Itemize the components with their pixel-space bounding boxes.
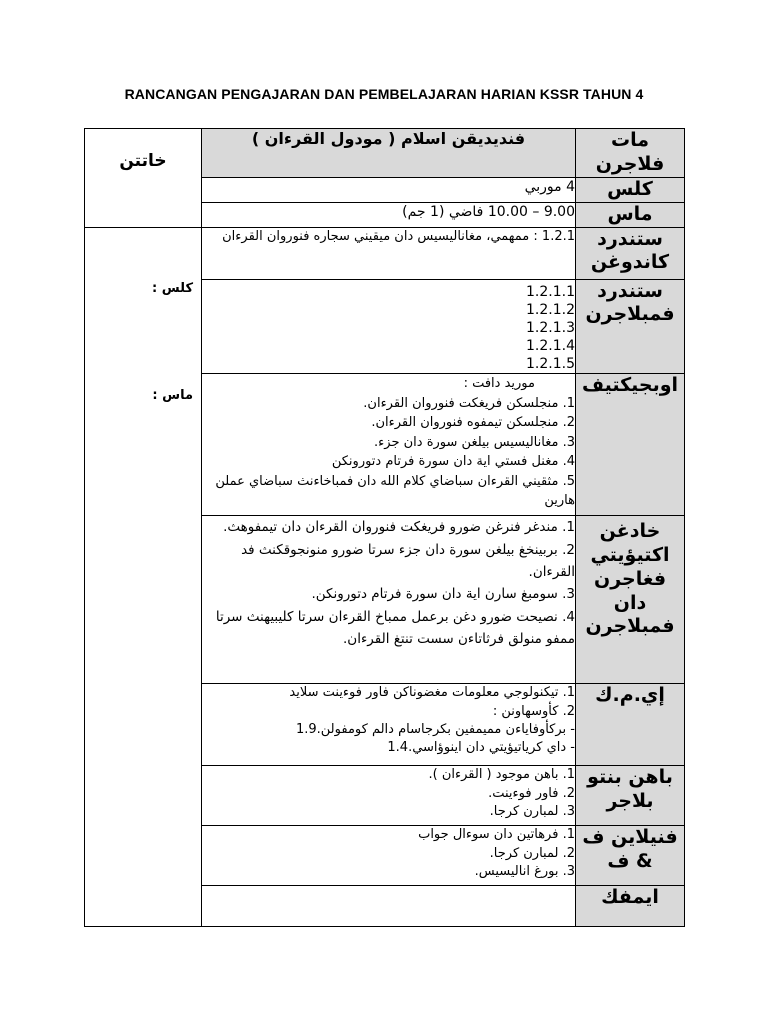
- bahan-item: 2. فاور فوءينت.: [488, 785, 575, 801]
- subject-value: فنديديقن اسلام ( مودول القرءان ): [202, 129, 576, 178]
- epmk-label: إي.م.ك: [576, 684, 685, 766]
- sp-item: 1.2.1.1: [526, 283, 575, 300]
- objektif-item: 1. منجلسكن فريغكت فنوروان القرءان.: [363, 395, 575, 411]
- impak-value: [202, 886, 576, 927]
- sp-item: 1.2.1.3: [526, 319, 575, 336]
- aktiviti-item: 2. بربينخغ بيلغن سورة دان جزء سرتا ضورو منونجوقكنث فد القرءان.: [241, 541, 575, 580]
- penilaian-item: 3. بورغ اناليسيس.: [474, 863, 575, 879]
- penilaian-item: 2. لمبارن كرجا.: [489, 845, 575, 861]
- khatan-header-cell: [85, 129, 202, 228]
- penilaian-item: 1. فرهاتين دان سوءال جواب: [418, 827, 575, 843]
- bahan-list: [202, 766, 576, 826]
- aktiviti-item: 4. نصيحت ضورو دغن برعمل ممباخ القرءان سرتا كليبيهنث سرتا ممفو منولق فرثاتاءن سست تنتغ القرءان.: [215, 608, 575, 647]
- masa-value: 9.00 – 10.00 فاضي (1 جم): [202, 202, 576, 227]
- epmk-list: [202, 684, 576, 766]
- bahan-item: 1. باهن موجود ( القرءان ).: [428, 767, 575, 783]
- penilaian-label: فنيلاين ف & ف: [576, 826, 685, 886]
- impak-label: ايمفك: [576, 886, 685, 927]
- khatan-masa-label: ماس :: [152, 387, 193, 403]
- aktiviti-item: 3. سومبغ سارن اية دان سورة فرتام دتورونكن.: [311, 586, 575, 603]
- aktiviti-item: 1. مندغر فنرغن ضورو فريغكت فنوروان القرءان دان تيمفوهث.: [223, 519, 575, 536]
- sp-item: 1.2.1.4: [526, 338, 575, 355]
- objektif-list: [202, 374, 576, 516]
- masa-label: ماس: [576, 202, 685, 227]
- objektif-label: اوبجيكتيف: [576, 374, 685, 516]
- epmk-item: 2. كأوسهاونن :: [492, 703, 575, 719]
- sp-item: 1.2.1.2: [526, 301, 575, 318]
- aktiviti-list: [202, 516, 576, 684]
- bahan-item: 3. لمبارن كرجا.: [489, 803, 575, 819]
- objektif-item: 3. مغاناليسيس بيلغن سورة دان جزء.: [374, 434, 575, 450]
- lesson-plan-table: [84, 128, 685, 927]
- kelas-value: 4 موربي: [202, 177, 576, 202]
- penilaian-list: [202, 826, 576, 886]
- khatan-notes-cell: [85, 227, 202, 927]
- standard-pembelajaran-label: ستندرد فمبلاجرن: [576, 279, 685, 374]
- epmk-item: - بركأوفاياءن مميمفين بكرجاسام دالم كومفولن.1.9: [295, 721, 575, 737]
- objektif-item: 5. مثقيني القرءان سباضاي كلام الله دان فمباخاءنث سباضاي عملن هارين: [215, 473, 575, 509]
- standard-pembelajaran-list: [202, 279, 576, 374]
- aktiviti-label: خادغن اكتيؤيتي فغاجرن دان فمبلاجرن: [576, 516, 685, 684]
- page-title: RANCANGAN PENGAJARAN DAN PEMBELAJARAN HARIAN KSSR TAHUN 4: [124, 86, 644, 102]
- subject-label: مات فلاجرن: [576, 129, 685, 178]
- khatan-title: خاتتن: [119, 151, 167, 171]
- bahan-label: باهن بنتو بلاجر: [576, 766, 685, 826]
- objektif-item: 2. منجلسكن تيمفوه فنوروان القرءان.: [371, 415, 575, 431]
- khatan-kelas-label: كلس :: [152, 280, 193, 296]
- objektif-intro: موريد دافت :: [463, 376, 535, 392]
- kelas-label: كلس: [576, 177, 685, 202]
- epmk-item: 1. تيكنولوجي معلومات مغضوناكن فاور فوءينت سلايد: [289, 685, 575, 701]
- objektif-item: 4. مغنل فستي اية دان سورة فرتام دتورونكن: [331, 454, 575, 470]
- epmk-item: - داي كرياتيؤيتي دان اينوؤاسي.1.4: [387, 740, 575, 755]
- standard-kandungan-label: ستندرد كاندوغن: [576, 227, 685, 279]
- standard-kandungan-value: 1.2.1 : ممهمي، مغاناليسيس دان ميقيني سجاره فنوروان القرءان: [202, 227, 576, 279]
- sp-item: 1.2.1.5: [526, 356, 575, 373]
